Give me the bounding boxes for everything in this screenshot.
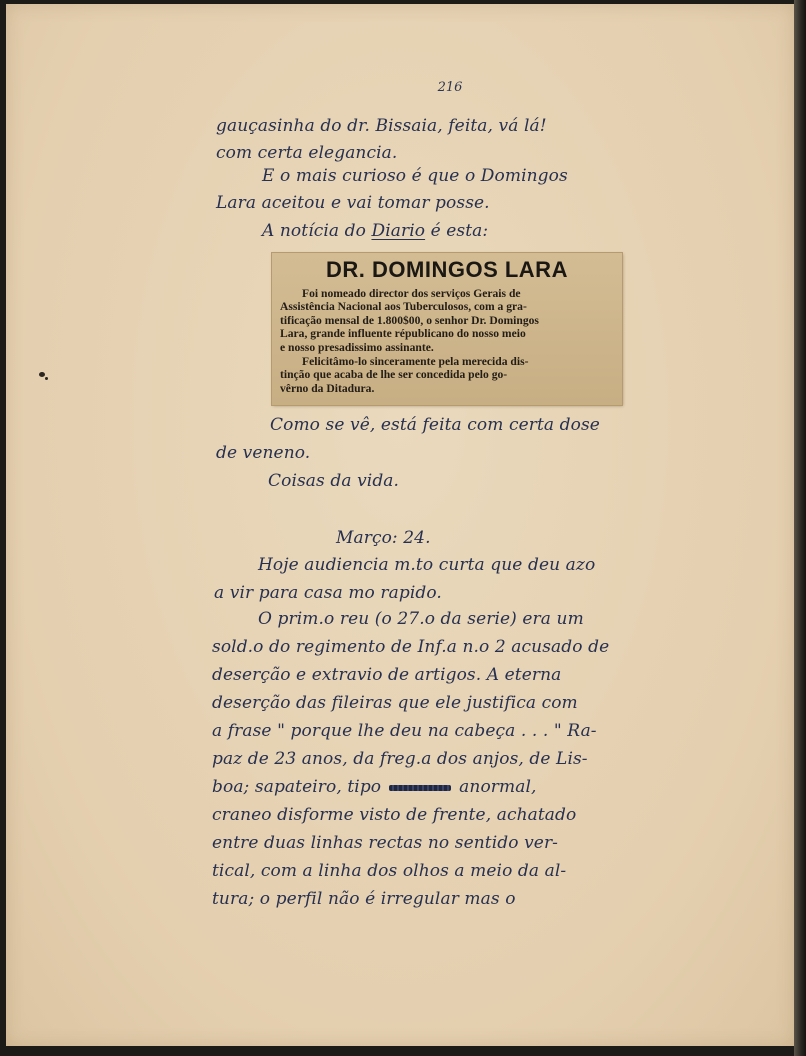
page-number: 216 — [437, 80, 463, 95]
clipping-line: Assistência Nacional aos Tuberculosos, com a gra- — [280, 300, 527, 313]
manuscript-line: Coisas da vida. — [268, 471, 400, 491]
manuscript-line — [212, 776, 537, 798]
manuscript-text: é esta: — [430, 221, 489, 241]
manuscript-line: com certa elegancia. — [216, 143, 398, 163]
clipping-line: tinção que acaba de lhe ser concedida pelo go- — [280, 368, 508, 381]
entry-date: Março: 24. — [336, 528, 431, 548]
clipping-headline: DR. DOMINGOS LARA — [326, 257, 568, 282]
manuscript-text: A notícia do — [262, 221, 366, 241]
manuscript-line: craneo disforme visto de frente, achatado — [212, 805, 577, 825]
manuscript-line: O prim.o reu (o 27.o da serie) era um — [258, 609, 584, 629]
clipping-line: Lara, grande influente républicano do nosso meio — [280, 327, 526, 340]
underlined-newspaper-name: Diario — [371, 221, 426, 241]
clipping-line: Foi nomeado director dos serviços Gerais de — [302, 287, 521, 300]
manuscript-text: anormal, — [459, 777, 537, 797]
newspaper-clipping — [272, 253, 622, 405]
manuscript-line: Lara aceitou e vai tomar posse. — [216, 193, 490, 213]
clipping-line: tificação mensal de 1.800$00, o senhor Dr. Domingos — [280, 314, 539, 327]
manuscript-line: a vir para casa mo rapido. — [214, 583, 442, 603]
struck-out-word — [389, 785, 451, 791]
manuscript-line — [262, 220, 488, 242]
clipping-line: vêrno da Ditadura. — [280, 382, 375, 395]
manuscript-line: entre duas linhas rectas no sentido ver- — [212, 833, 559, 853]
manuscript-line: Como se vê, está feita com certa dose — [270, 415, 600, 435]
manuscript-text: boa; sapateiro, tipo — [212, 777, 382, 797]
manuscript-line: paz de 23 anos, da freg.a dos anjos, de Lis- — [212, 749, 588, 769]
ink-spot — [39, 372, 45, 377]
manuscript-line: sold.o do regimento de Inf.a n.o 2 acusado de — [212, 637, 610, 657]
book-spine — [794, 0, 806, 1056]
manuscript-line: de veneno. — [216, 443, 311, 463]
manuscript-line: a frase " porque lhe deu na cabeça . . . " Ra- — [212, 721, 597, 741]
manuscript-line: tical, com a linha dos olhos a meio da al- — [212, 861, 567, 881]
ink-spot — [45, 377, 48, 380]
manuscript-line: E o mais curioso é que o Domingos — [262, 166, 568, 186]
manuscript-line: Hoje audiencia m.to curta que deu azo — [258, 555, 596, 575]
manuscript-line: tura; o perfil não é irregular mas o — [212, 889, 516, 909]
manuscript-line: gauçasinha do dr. Bissaia, feita, vá lá! — [216, 116, 547, 136]
clipping-line: e nosso presadissimo assinante. — [280, 341, 434, 354]
manuscript-line: deserção e extravio de artigos. A eterna — [212, 665, 562, 685]
manuscript-line: deserção das fileiras que ele justifica com — [212, 693, 578, 713]
clipping-line: Felicitâmo-lo sinceramente pela merecida dis- — [302, 355, 529, 368]
